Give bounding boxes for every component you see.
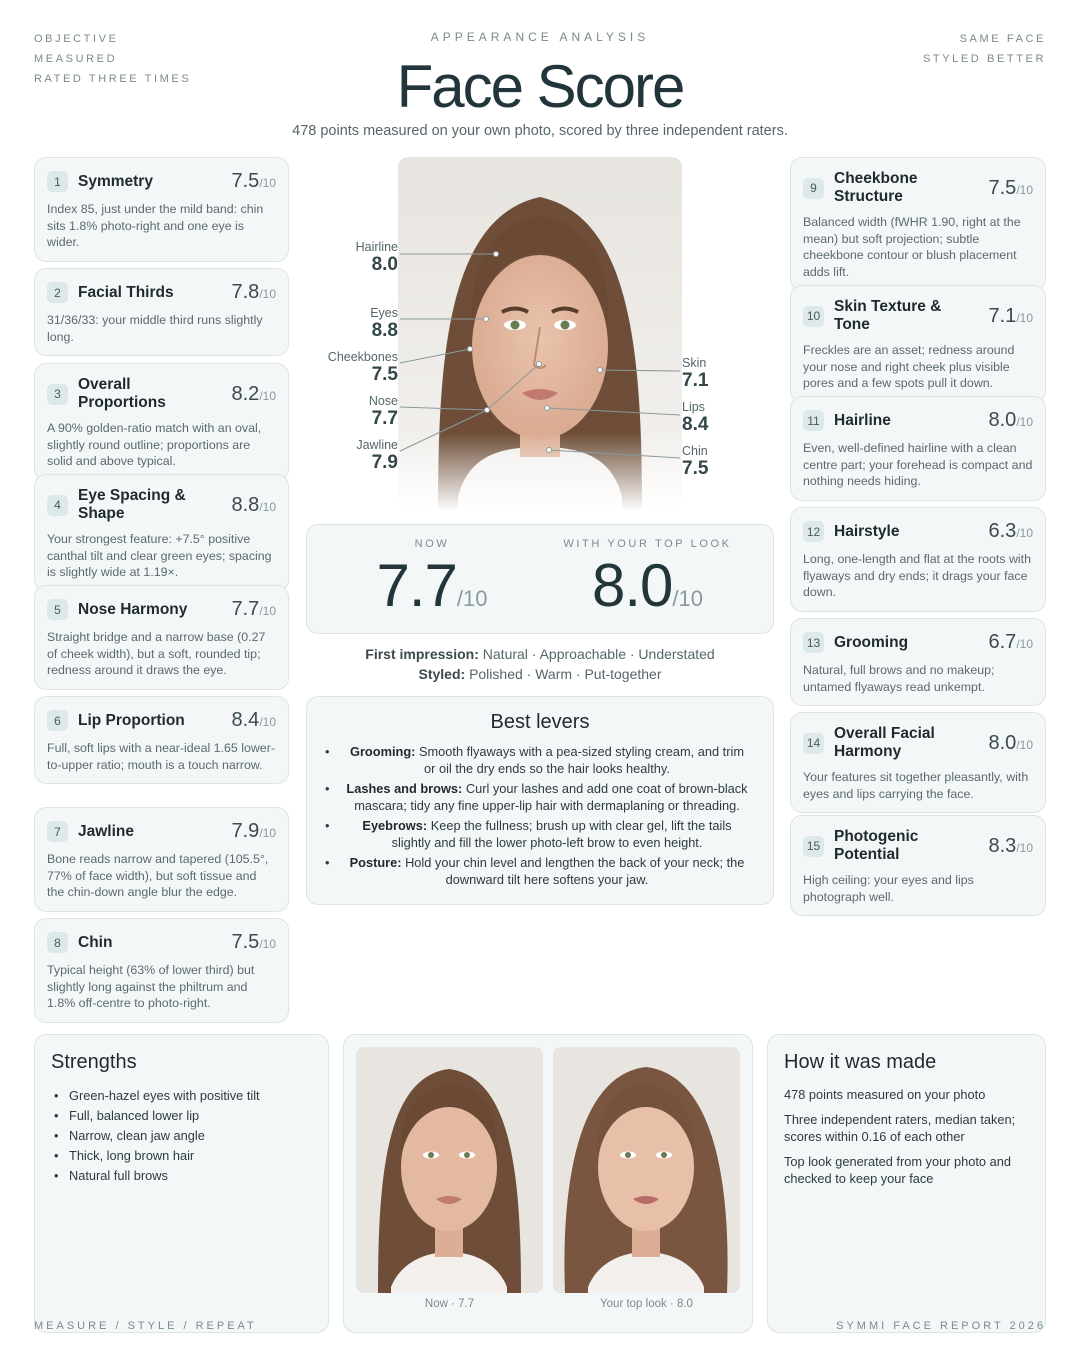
page-eyebrow: APPEARANCE ANALYSIS <box>430 30 650 44</box>
label-value: 8.4 <box>682 414 709 435</box>
score-summary <box>306 524 774 634</box>
metric-name: Jawline <box>78 822 134 840</box>
tagline-line: STYLED BETTER <box>922 53 1046 65</box>
metric-number: 5 <box>47 599 68 620</box>
metric-name: Nose Harmony <box>78 600 188 618</box>
after-portrait-illustration <box>553 1047 740 1293</box>
best-levers-list <box>329 743 751 888</box>
metric-name: Chin <box>78 933 113 951</box>
label-cheekbones <box>310 350 398 386</box>
label-hairline <box>318 240 398 276</box>
metric-score <box>232 494 277 517</box>
strength-item: • Thick, long brown hair <box>51 1146 312 1166</box>
metric-name: Skin Texture & Tone <box>834 298 942 333</box>
tagline-line: RATED THREE TIMES <box>34 73 192 85</box>
metric-card <box>790 285 1046 403</box>
metric-description: Even, well-defined hairline with a clean centre part; your forehead is compact and nothing needs hiding. <box>803 441 1033 489</box>
metric-card <box>34 268 289 356</box>
metric-card <box>34 474 289 592</box>
strengths-title: Strengths <box>51 1051 137 1073</box>
metric-description: Long, one-length and flat at the roots with flyaways and dry ends; it drags your face down. <box>803 552 1032 600</box>
metric-score-value: 8.2 <box>231 382 260 405</box>
score-now <box>347 525 517 629</box>
metric-score <box>989 409 1034 432</box>
label-skin <box>682 356 762 392</box>
metric-name: Photogenic Potential <box>834 828 919 863</box>
label-value: 8.0 <box>371 254 398 275</box>
best-levers-card <box>306 696 774 905</box>
metric-score-value: 8.3 <box>988 834 1017 857</box>
lever-text: Hold your chin level and lengthen the back of your neck; the downward tilt here softens your jaw. <box>405 855 745 887</box>
how-it-was-made-card <box>767 1034 1046 1333</box>
label-name: Lips <box>682 400 705 414</box>
lever-text: Keep the fullness; brush up with clear gel, lift the tails slightly and fill the lower photo-left brow to even height. <box>391 818 732 850</box>
metric-number: 10 <box>803 306 824 327</box>
metric-name: Lip Proportion <box>78 711 185 729</box>
metric-score-value: 7.5 <box>231 931 260 953</box>
label-name: Hairline <box>355 240 398 254</box>
metric-score <box>232 709 277 732</box>
label-name: Jawline <box>356 438 398 452</box>
metric-number: 1 <box>47 171 68 192</box>
score-denominator: /10 <box>672 586 703 611</box>
lever-label: Posture: <box>349 855 402 870</box>
label-eyes <box>318 306 398 342</box>
label-name: Nose <box>368 394 398 408</box>
metric-description: Index 85, just under the mild band: chin sits 1.8% photo-right and one eye is wider. <box>47 202 264 250</box>
how-title: How it was made <box>784 1051 937 1073</box>
label-value: 7.9 <box>371 452 398 473</box>
styled-impression-label: Styled: <box>418 666 466 682</box>
metric-score-value: 7.5 <box>231 170 260 192</box>
metric-number: 11 <box>803 410 824 431</box>
label-lips <box>682 400 762 436</box>
score-top-value-wrap <box>555 552 740 629</box>
lever-text: Smooth flyaways with a pea-sized styling cream, and trim or oil the dry ends so the hair looks healthy. <box>418 744 744 776</box>
metric-description: High ceiling: your eyes and lips photograph well. <box>803 873 974 904</box>
metric-number: 8 <box>47 932 68 953</box>
metric-name: Hairstyle <box>834 522 900 540</box>
metric-score <box>989 305 1034 328</box>
lever-item <box>329 817 751 851</box>
before-photo <box>356 1047 543 1293</box>
metric-name: Cheekbone Structure <box>834 170 918 205</box>
score-now-value: 7.7 <box>376 552 457 619</box>
metric-number: 2 <box>47 282 68 303</box>
metric-number: 3 <box>47 384 68 405</box>
metric-description: Straight bridge and a narrow base (0.27 of cheek width), but a soft, rounded tip; redness around it draws the eye. <box>47 630 266 678</box>
metric-score-value: 7.9 <box>231 820 260 842</box>
tagline-line: MEASURED <box>34 53 118 65</box>
metric-card <box>790 396 1046 501</box>
score-denominator: /10 <box>456 586 488 611</box>
how-item: 478 points measured on your photo <box>784 1087 986 1102</box>
metric-description: Your features sit together pleasantly, with eyes and lips carrying the face. <box>803 770 1029 801</box>
lever-label: Grooming: <box>350 744 416 759</box>
metric-card <box>34 807 289 912</box>
metric-head <box>803 725 1033 761</box>
label-nose <box>318 394 398 430</box>
metric-head <box>47 281 276 304</box>
styled-impression-value: Polished · Warm · Put-together <box>469 666 662 682</box>
lever-item <box>329 854 751 888</box>
metric-card <box>790 618 1046 706</box>
metric-name: Overall Facial Harmony <box>834 725 935 760</box>
metric-score-value: 8.0 <box>988 409 1017 431</box>
metric-score-denominator: /10 <box>1016 415 1033 429</box>
before-caption: Now · 7.7 <box>424 1298 475 1310</box>
label-name: Chin <box>682 444 708 458</box>
metric-name: Facial Thirds <box>78 283 174 301</box>
metric-score <box>989 732 1034 755</box>
strength-item: • Green-hazel eyes with positive tilt <box>51 1086 312 1106</box>
metric-description: Typical height (63% of lower third) but slightly long against the philtrum and 1.8% off-centre to photo-right. <box>47 963 255 1011</box>
metric-head <box>803 520 1033 543</box>
metric-score-value: 7.5 <box>988 176 1017 199</box>
metric-description: Bone reads narrow and tapered (105.5°, 77% of face width), but soft tissue and the chin-down angle blur the edge. <box>47 852 269 900</box>
metric-head <box>803 409 1033 432</box>
metric-score-denominator: /10 <box>259 287 276 301</box>
metric-number: 6 <box>47 710 68 731</box>
metric-score-denominator: /10 <box>1016 526 1033 540</box>
metric-head <box>47 376 276 412</box>
metric-score-value: 8.4 <box>231 709 260 731</box>
lever-item <box>329 780 751 814</box>
strengths-list <box>51 1086 312 1186</box>
metric-card <box>34 918 289 1023</box>
metric-score <box>989 520 1034 543</box>
label-name: Cheekbones <box>327 350 398 364</box>
metric-card <box>790 712 1046 813</box>
before-after-card <box>343 1034 753 1333</box>
metric-name: Eye Spacing & Shape <box>78 487 186 522</box>
lever-item <box>329 743 751 777</box>
metric-name: Grooming <box>834 633 909 651</box>
metric-score-value: 8.0 <box>988 731 1017 754</box>
metric-score-denominator: /10 <box>1016 182 1033 197</box>
metric-number: 7 <box>47 821 68 842</box>
lever-text: Curl your lashes and add one coat of brown-black mascara; tidy any fine upper-lip hair with dermaplaning or threading. <box>354 781 748 813</box>
metric-score <box>232 820 277 843</box>
after-caption: Your top look · 8.0 <box>600 1298 693 1310</box>
metric-card <box>790 815 1046 916</box>
metric-number: 13 <box>803 632 824 653</box>
metric-name: Overall Proportions <box>78 376 166 411</box>
metric-number: 12 <box>803 521 824 542</box>
metric-score-denominator: /10 <box>1016 840 1033 855</box>
score-top-label: WITH YOUR TOP LOOK <box>563 538 732 550</box>
page-subtitle: 478 points measured on your own photo, scored by three independent raters. <box>292 123 788 139</box>
metric-number: 15 <box>803 836 824 857</box>
styled-impression <box>306 666 774 682</box>
footer-left: MEASURE / STYLE / REPEAT <box>34 1320 257 1332</box>
first-impression-value: Natural · Approachable · Understated <box>482 646 715 662</box>
label-value: 7.5 <box>682 458 709 479</box>
metric-head <box>47 598 276 621</box>
metric-number: 4 <box>47 495 68 516</box>
label-value: 7.7 <box>371 408 398 429</box>
metric-description: A 90% golden-ratio match with an oval, slightly round outline; proportions are solid and above typical. <box>47 421 262 469</box>
strength-item: • Narrow, clean jaw angle <box>51 1126 312 1146</box>
metric-number: 14 <box>803 733 824 754</box>
metric-score-value: 7.1 <box>988 304 1017 327</box>
metric-card <box>790 507 1046 612</box>
page-title: Face Score <box>396 53 684 120</box>
metric-score-denominator: /10 <box>259 604 276 618</box>
strength-item: • Natural full brows <box>51 1166 312 1186</box>
tagline-line: OBJECTIVE <box>34 33 119 45</box>
metric-score-denominator: /10 <box>1016 310 1033 325</box>
label-chin <box>682 444 762 480</box>
metric-head <box>803 170 1033 206</box>
metric-score <box>232 931 277 954</box>
metric-head <box>47 931 276 954</box>
score-top-look <box>555 525 740 629</box>
metric-description: Natural, full brows and no makeup; untamed flyaways read unkempt. <box>803 663 995 694</box>
lever-label: Eyebrows: <box>362 818 428 833</box>
first-impression-label: First impression: <box>365 646 479 662</box>
metric-description: 31/36/33: your middle third runs slightly long. <box>47 313 263 344</box>
label-name: Eyes <box>370 306 398 320</box>
first-impression <box>306 646 774 662</box>
metric-description: Full, soft lips with a near-ideal 1.65 lower-to-upper ratio; mouth is a touch narrow. <box>47 741 275 772</box>
metric-card <box>34 585 289 690</box>
best-levers-title: Best levers <box>490 711 590 733</box>
how-item: Three independent raters, median taken; scores within 0.16 of each other <box>784 1112 1016 1144</box>
metric-card <box>34 696 289 784</box>
strength-item: • Full, balanced lower lip <box>51 1106 312 1126</box>
before-portrait-illustration <box>356 1047 543 1293</box>
score-now-value-wrap <box>347 552 517 629</box>
metric-score <box>989 835 1034 858</box>
metric-score-value: 6.3 <box>988 520 1017 542</box>
metric-score <box>232 598 277 621</box>
metric-head <box>47 487 276 523</box>
metric-score-denominator: /10 <box>259 826 276 840</box>
metric-score <box>232 383 277 406</box>
label-name: Skin <box>682 356 707 370</box>
how-item: Top look generated from your photo and checked to keep your face <box>784 1154 1011 1186</box>
metric-score-denominator: /10 <box>259 176 276 190</box>
label-value: 8.8 <box>371 320 398 341</box>
metric-description: Freckles are an asset; redness around your nose and right cheek plus visible pores and a few spots pull it down. <box>803 343 1015 391</box>
metric-score-denominator: /10 <box>259 937 276 951</box>
label-value: 7.5 <box>371 364 398 385</box>
metric-score <box>232 281 277 304</box>
metric-head <box>47 820 276 843</box>
metric-card <box>34 363 289 481</box>
metric-number: 9 <box>803 178 824 199</box>
metric-score-denominator: /10 <box>259 715 276 729</box>
metric-head <box>803 631 1033 654</box>
after-photo <box>553 1047 740 1293</box>
metric-score-denominator: /10 <box>1016 637 1033 651</box>
metric-description: Your strongest feature: +7.5° positive canthal tilt and clear green eyes; spacing is slightly wide at 1.19×. <box>47 532 272 580</box>
metric-head <box>803 828 1033 864</box>
metric-name: Hairline <box>834 411 891 429</box>
metric-card <box>34 157 289 262</box>
label-value: 7.1 <box>682 370 709 391</box>
lever-label: Lashes and brows: <box>346 781 463 796</box>
score-top-value: 8.0 <box>591 552 673 619</box>
metric-score <box>232 170 277 193</box>
strengths-card <box>34 1034 329 1333</box>
metric-score-value: 6.7 <box>988 631 1017 653</box>
metric-score-value: 7.8 <box>231 281 260 303</box>
score-now-label: NOW <box>414 538 450 550</box>
metric-score <box>989 177 1034 200</box>
metric-head <box>47 709 276 732</box>
footer-right: SYMMI FACE REPORT 2026 <box>836 1320 1046 1332</box>
metric-score-value: 8.8 <box>231 493 260 516</box>
metric-description: Balanced width (fWHR 1.90, right at the mean) but soft projection; subtle cheekbone contour or blush placement adds lift. <box>803 215 1021 279</box>
metric-score-denominator: /10 <box>259 499 276 514</box>
metric-score-denominator: /10 <box>259 388 276 403</box>
metric-score-value: 7.7 <box>231 598 260 620</box>
metric-score-denominator: /10 <box>1016 737 1033 752</box>
metric-head <box>803 298 1033 334</box>
metric-name: Symmetry <box>78 172 153 190</box>
metric-score <box>989 631 1034 654</box>
metric-head <box>47 170 276 193</box>
tagline-line: SAME FACE <box>959 33 1046 45</box>
label-jawline <box>318 438 398 474</box>
metric-card <box>790 157 1046 291</box>
